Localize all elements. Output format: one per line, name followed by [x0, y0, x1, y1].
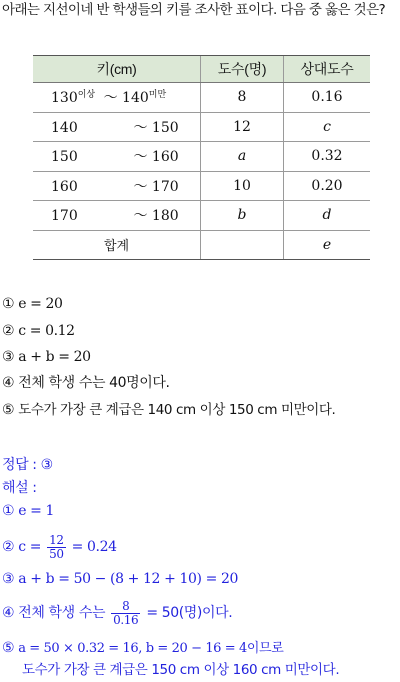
- table-row: [33, 83, 370, 113]
- header-relative-frequency: 상대도수: [284, 56, 371, 83]
- option-5[interactable]: [2, 399, 335, 421]
- class-interval: 140 ～ 150: [33, 112, 201, 142]
- answer-label: 정답 : ③: [2, 457, 53, 473]
- table-row: [33, 201, 370, 231]
- solution-step-1: ① e = 1: [2, 503, 55, 519]
- frequency-cell: b: [201, 201, 284, 231]
- solution-step-2: ② c = $\frac{12}{50}$ = 0.24: [2, 532, 117, 561]
- fraction: $\frac{12}{50}$: [49, 532, 64, 561]
- option-number: ①: [2, 296, 15, 312]
- option-text: 도수가 가장 큰 계급은 140 cm 이상 150 cm 미만이다.: [18, 402, 336, 418]
- solution-step-4: ④ 전체 학생 수는 $\frac{8}{0.16}$ = 50(명)이다.: [2, 598, 233, 627]
- class-interval: 150 ～ 160: [33, 142, 201, 172]
- table-header-row: [33, 56, 370, 83]
- question-text: 아래는 지선이네 반 학생들의 키를 조사한 표이다. 다음 중 옳은 것은?: [2, 2, 386, 18]
- option-text: c = 0.12: [18, 323, 75, 339]
- solution-step-5: ⑤ a = 50 × 0.32 = 16, b = 20 − 16 = 4이므로: [2, 640, 284, 656]
- frequency-table: [33, 55, 370, 260]
- relative-frequency-cell: 0.20: [284, 171, 371, 201]
- frequency-cell: 12: [201, 112, 284, 142]
- class-interval: $130^{이상}$ ～ $140^{미만}$: [33, 83, 201, 113]
- table-row: [33, 112, 370, 142]
- option-text: 전체 학생 수는 40명이다.: [18, 375, 170, 391]
- class-interval: 160 ～ 170: [33, 171, 201, 201]
- option-2[interactable]: [2, 320, 75, 342]
- option-number: ③: [2, 349, 15, 365]
- header-height: 키(cm): [33, 56, 201, 83]
- table-row: [33, 171, 370, 201]
- solution-label: 해설 :: [2, 480, 37, 496]
- relative-frequency-cell: c: [284, 112, 371, 142]
- header-frequency: 도수(명): [201, 56, 284, 83]
- class-interval: 170 ～ 180: [33, 201, 201, 231]
- fraction: $\frac{8}{0.16}$: [113, 598, 139, 627]
- table-total-row: [33, 230, 370, 260]
- total-relative-frequency: e: [284, 230, 371, 260]
- solution-step-3: ③ a + b = 50 − (8 + 12 + 10) = 20: [2, 571, 239, 587]
- relative-frequency-cell: 0.16: [284, 83, 371, 113]
- relative-frequency-cell: 0.32: [284, 142, 371, 172]
- option-3[interactable]: [2, 346, 91, 368]
- frequency-cell: a: [201, 142, 284, 172]
- option-number: ⑤: [2, 402, 15, 418]
- option-number: ④: [2, 375, 15, 391]
- option-text: e = 20: [18, 296, 63, 312]
- option-4[interactable]: [2, 372, 170, 394]
- total-frequency: [201, 230, 284, 260]
- solution-step-5-line-2: 도수가 가장 큰 계급은 150 cm 이상 160 cm 미만이다.: [22, 662, 340, 678]
- option-number: ②: [2, 323, 15, 339]
- frequency-cell: 10: [201, 171, 284, 201]
- table-row: [33, 142, 370, 172]
- option-1[interactable]: [2, 293, 63, 315]
- relative-frequency-cell: d: [284, 201, 371, 231]
- frequency-cell: 8: [201, 83, 284, 113]
- option-text: a + b = 20: [18, 349, 91, 365]
- total-label: 합계: [33, 230, 201, 260]
